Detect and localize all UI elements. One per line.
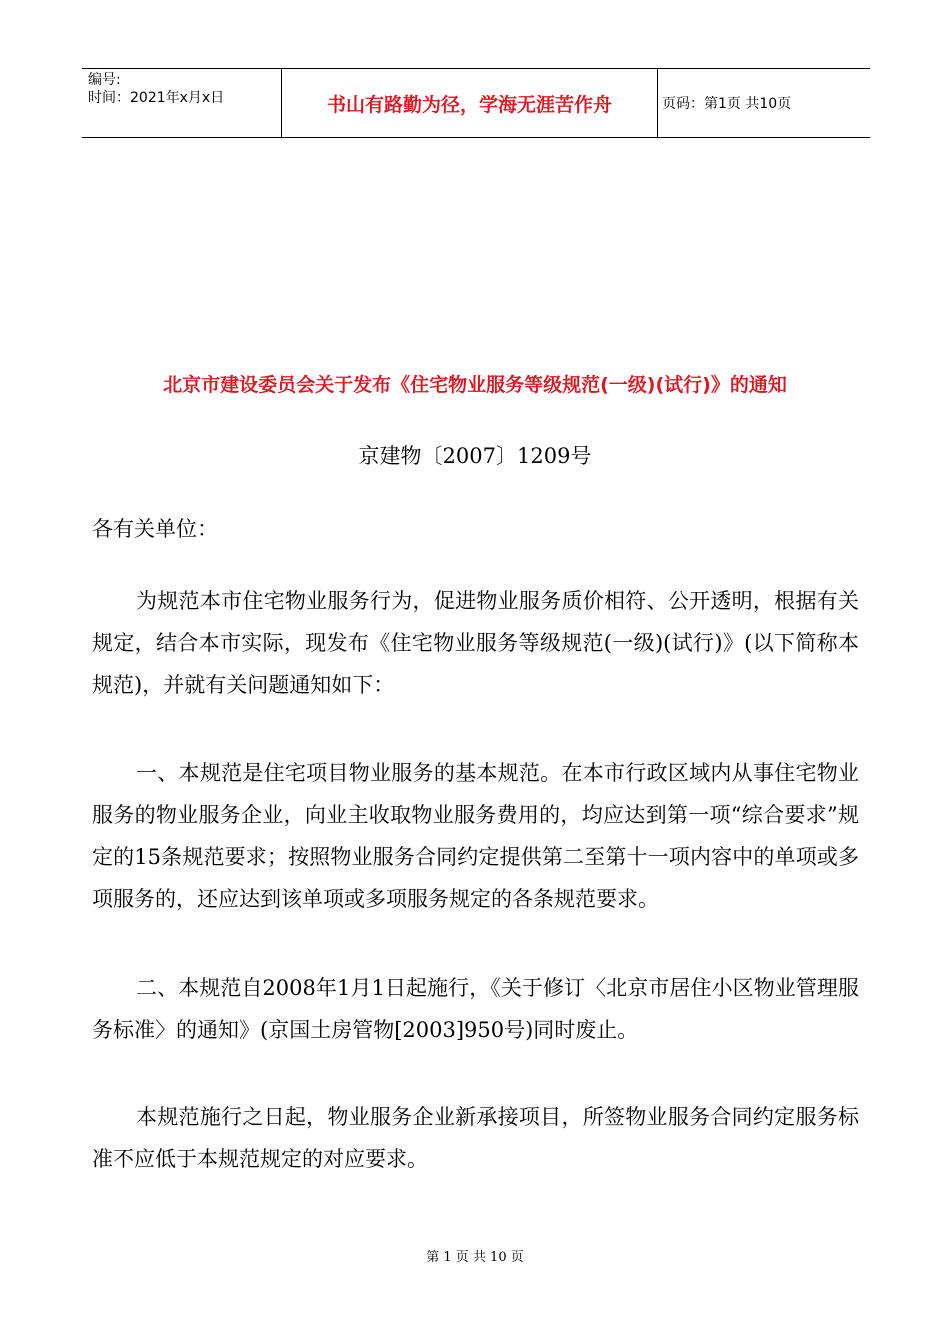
header-meta-cell	[82, 69, 282, 137]
paragraph-note: 本规范施行之日起，物业服务企业新承接项目，所签物业服务合同约定服务标准不应低于本规范规定的对应要求。	[92, 1105, 859, 1171]
paragraph-item-1: 一、本规范是住宅项目物业服务的基本规范。在本市行政区域内从事住宅物业服务的物业服务企业，向业主收取物业服务费用的，均应达到第一项“综合要求”规定的15条规范要求；按照物业服务合同约定提供第二至第十一项内容中的单项或多项服务的，还应达到该单项或多项服务规定的各条规范要求。	[92, 761, 859, 911]
number-label: 编号:	[88, 72, 121, 88]
motto: 书山有路勤为径，学海无涯苦作舟	[282, 69, 658, 137]
salutation: 各有关单位：	[92, 517, 218, 541]
document-number: 京建物〔2007〕1209号	[358, 444, 592, 468]
header-table	[82, 68, 870, 138]
page-footer: 第 1 页 共 10 页	[426, 1250, 524, 1265]
paragraph-intro: 为规范本市住宅物业服务行为，促进物业服务质价相符、公开透明，根据有关规定，结合本市实际，现发布《住宅物业服务等级规范(一级)(试行)》(以下简称本规范)，并就有关问题通知如下：	[92, 589, 859, 697]
header-page-info: 页码：第1页 共10页	[662, 96, 792, 112]
time-label: 时间：2021年x月x日	[88, 90, 225, 106]
document-title: 北京市建设委员会关于发布《住宅物业服务等级规范(一级)(试行)》的通知	[163, 374, 787, 396]
paragraph-item-2: 二、本规范自2008年1月1日起施行，《关于修订〈北京市居住小区物业管理服务标准〉的通知》(京国土房管物[2003]950号)同时废止。	[92, 976, 859, 1042]
